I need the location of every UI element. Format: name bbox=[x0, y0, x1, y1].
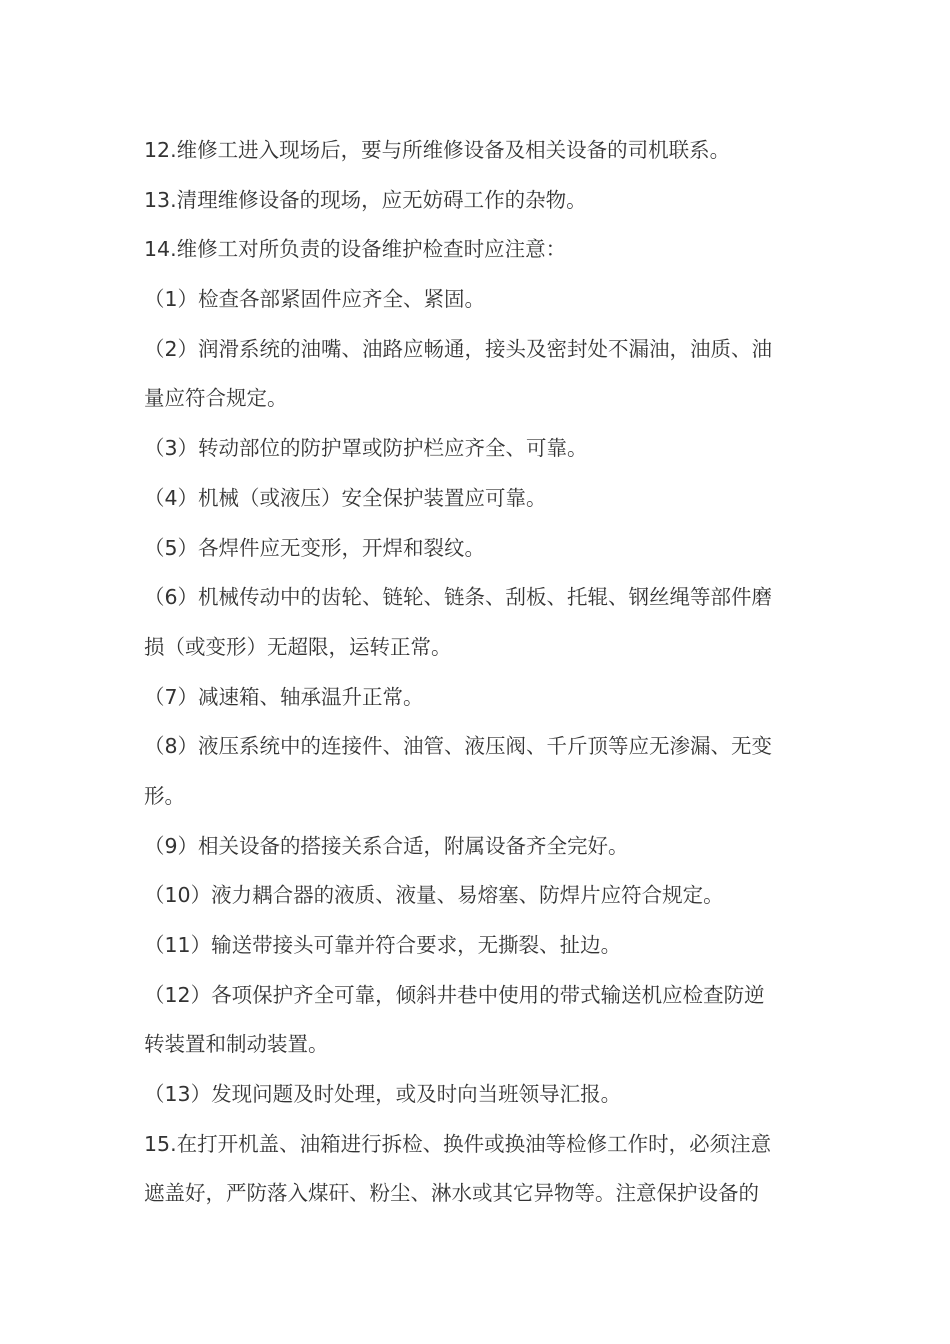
text-line-sub-2-cont: 量应符合规定。 bbox=[144, 386, 288, 411]
text-line-sub-4: （4）机械（或液压）安全保护装置应可靠。 bbox=[144, 485, 547, 510]
text-line-sub-6: （6）机械传动中的齿轮、链轮、链条、刮板、托辊、钢丝绳等部件磨 bbox=[144, 585, 773, 610]
text-line-sub-2: （2）润滑系统的油嘴、油路应畅通，接头及密封处不漏油，油质、油 bbox=[144, 336, 773, 361]
document-body bbox=[144, 126, 810, 1219]
text-line-item-14: 14.维修工对所负责的设备维护检查时应注意： bbox=[144, 237, 567, 262]
text-line-sub-9: （9）相关设备的搭接关系合适，附属设备齐全完好。 bbox=[144, 833, 629, 858]
text-line-sub-10: （10）液力耦合器的液质、液量、易熔塞、防焊片应符合规定。 bbox=[144, 883, 724, 908]
text-line-sub-6-cont: 损（或变形）无超限，运转正常。 bbox=[144, 634, 452, 659]
text-line-sub-11: （11）输送带接头可靠并符合要求，无撕裂、扯边。 bbox=[144, 933, 622, 957]
text-line-sub-8: （8）液压系统中的连接件、油管、液压阀、千斤顶等应无渗漏、无变 bbox=[144, 734, 773, 759]
text-line-sub-8-cont: 形。 bbox=[144, 783, 185, 808]
text-line-sub-1: （1）检查各部紧固件应齐全、紧固。 bbox=[144, 287, 486, 312]
text-line-sub-3: （3）转动部位的防护罩或防护栏应齐全、可靠。 bbox=[144, 436, 588, 461]
text-line-sub-12: （12）各项保护齐全可靠，倾斜井巷中使用的带式输送机应检查防逆 bbox=[144, 982, 765, 1007]
text-line-sub-7: （7）减速箱、轴承温升正常。 bbox=[144, 684, 424, 709]
text-line-item-13: 13.清理维修设备的现场，应无妨碍工作的杂物。 bbox=[144, 187, 587, 212]
text-line-item-15: 15.在打开机盖、油箱进行拆检、换件或换油等检修工作时，必须注意 bbox=[144, 1131, 772, 1156]
text-line-sub-12-cont: 转装置和制动装置。 bbox=[144, 1032, 329, 1057]
text-line-sub-13: （13）发现问题及时处理，或及时向当班领导汇报。 bbox=[144, 1082, 622, 1107]
text-line-item-12: 12.维修工进入现场后，要与所维修设备及相关设备的司机联系。 bbox=[144, 138, 731, 162]
text-line-sub-5: （5）各焊件应无变形，开焊和裂纹。 bbox=[144, 535, 486, 560]
text-line-item-15-cont: 遮盖好，严防落入煤矸、粉尘、淋水或其它异物等。注意保护设备的 bbox=[144, 1181, 759, 1206]
